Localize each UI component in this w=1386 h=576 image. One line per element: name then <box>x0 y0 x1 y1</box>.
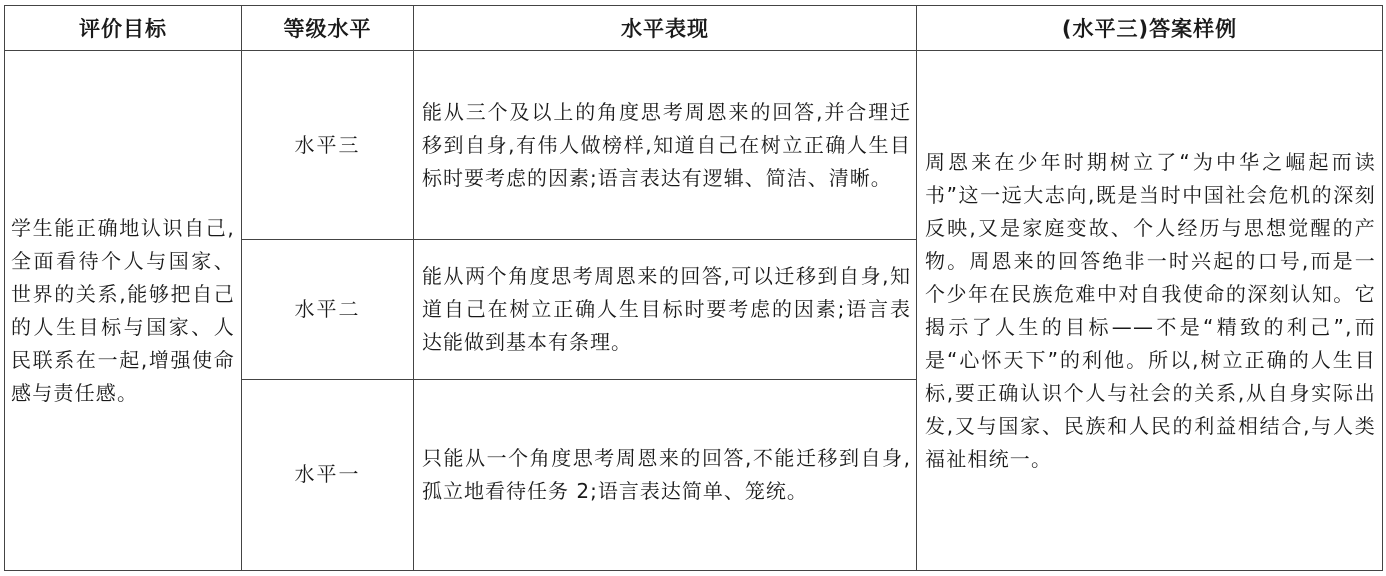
answer-sample-cell: 周恩来在少年时期树立了“为中华之崛起而读书”这一远大志向,既是当时中国社会危机的深刻反映,又是家庭变故、个人经历与思想觉醒的产物。周恩来的回答绝非一时兴起的口号,而是一个少年在民族危难中对自我使命的深刻认知。它揭示了人生的目标——不是“精致的利己”,而是“心怀天下”的利他。所以,树立正确的人生目标,要正确认识个人与社会的关系,从自身实际出发,又与国家、民族和人民的利益相结合,与人类福祉相统一。 <box>917 51 1383 571</box>
header-level: 等级水平 <box>242 6 414 51</box>
performance-cell: 只能从一个角度思考周恩来的回答,不能迁移到自身,孤立地看待任务 2;语言表达简单、笼统。 <box>414 379 917 570</box>
goal-cell: 学生能正确地认识自己,全面看待个人与国家、世界的关系,能够把自己的人生目标与国家、人民联系在一起,增强使命感与责任感。 <box>5 51 242 571</box>
level-name-cell: 水平一 <box>242 379 414 570</box>
table-row <box>5 51 1383 240</box>
header-performance: 水平表现 <box>414 6 917 51</box>
performance-cell: 能从三个及以上的角度思考周恩来的回答,并合理迁移到自身,有伟人做榜样,知道自己在树立正确人生目标时要考虑的因素;语言表达有逻辑、简洁、清晰。 <box>414 51 917 240</box>
level-name-cell: 水平二 <box>242 240 414 379</box>
header-row <box>5 6 1383 51</box>
level-name-cell: 水平三 <box>242 51 414 240</box>
evaluation-rubric-table <box>4 5 1383 571</box>
header-answer: (水平三)答案样例 <box>917 6 1383 51</box>
header-goal: 评价目标 <box>5 6 242 51</box>
performance-cell: 能从两个角度思考周恩来的回答,可以迁移到自身,知道自己在树立正确人生目标时要考虑的因素;语言表达能做到基本有条理。 <box>414 240 917 379</box>
